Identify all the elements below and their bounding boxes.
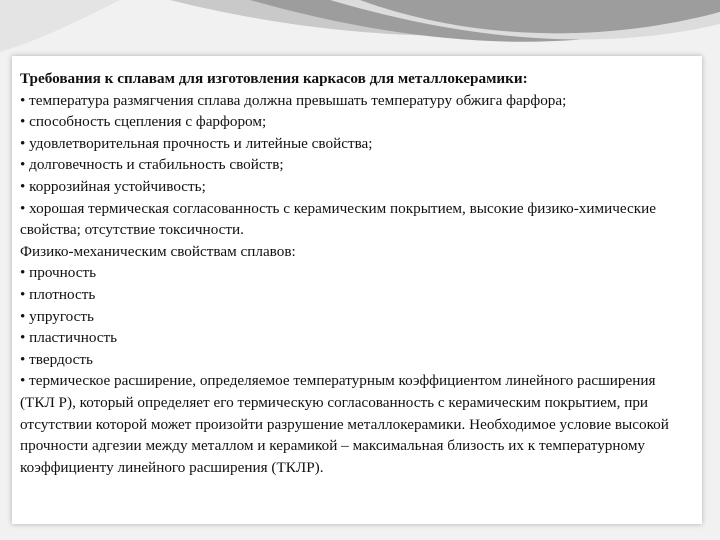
requirement-item: • температура размягчения сплава должна превышать температуру обжига фарфора; [20,91,567,109]
property-item: • термическое расширение, определяемое температурным коэффициентом линейного расширения (ТКЛ Р), который определяет его термическую согласованность с керамическим покрытием, при отсутствии которой может произойти разрушение металлокерамики. Необходимое условие высокой прочности адгезии между металлом и керамикой – максимальная близость их к температурному коэффициенту линейного расширения (ТКЛР). [20,372,669,476]
requirement-item: • долговечность и стабильность свойств; [20,156,284,174]
requirement-item: • способность сцепления с фарфором; [20,113,267,131]
slide-content [20,68,692,478]
property-item: • прочность [20,264,97,282]
requirement-item: • удовлетворительная прочность и литейные свойства; [20,134,373,152]
property-item: • упругость [20,307,94,325]
property-item: • твердость [20,350,93,368]
slide-title: Требования к сплавам для изготовления каркасов для металлокерамики: [20,70,528,87]
requirement-item: • хорошая термическая согласованность с керамическим покрытием, высокие физико-химические свойства; отсутствие токсичности. [20,199,656,239]
property-item: • плотность [20,285,96,303]
property-item: • пластичность [20,329,118,347]
properties-heading: Физико-механическим свойствам сплавов: [20,242,296,260]
requirement-item: • коррозийная устойчивость; [20,177,206,195]
